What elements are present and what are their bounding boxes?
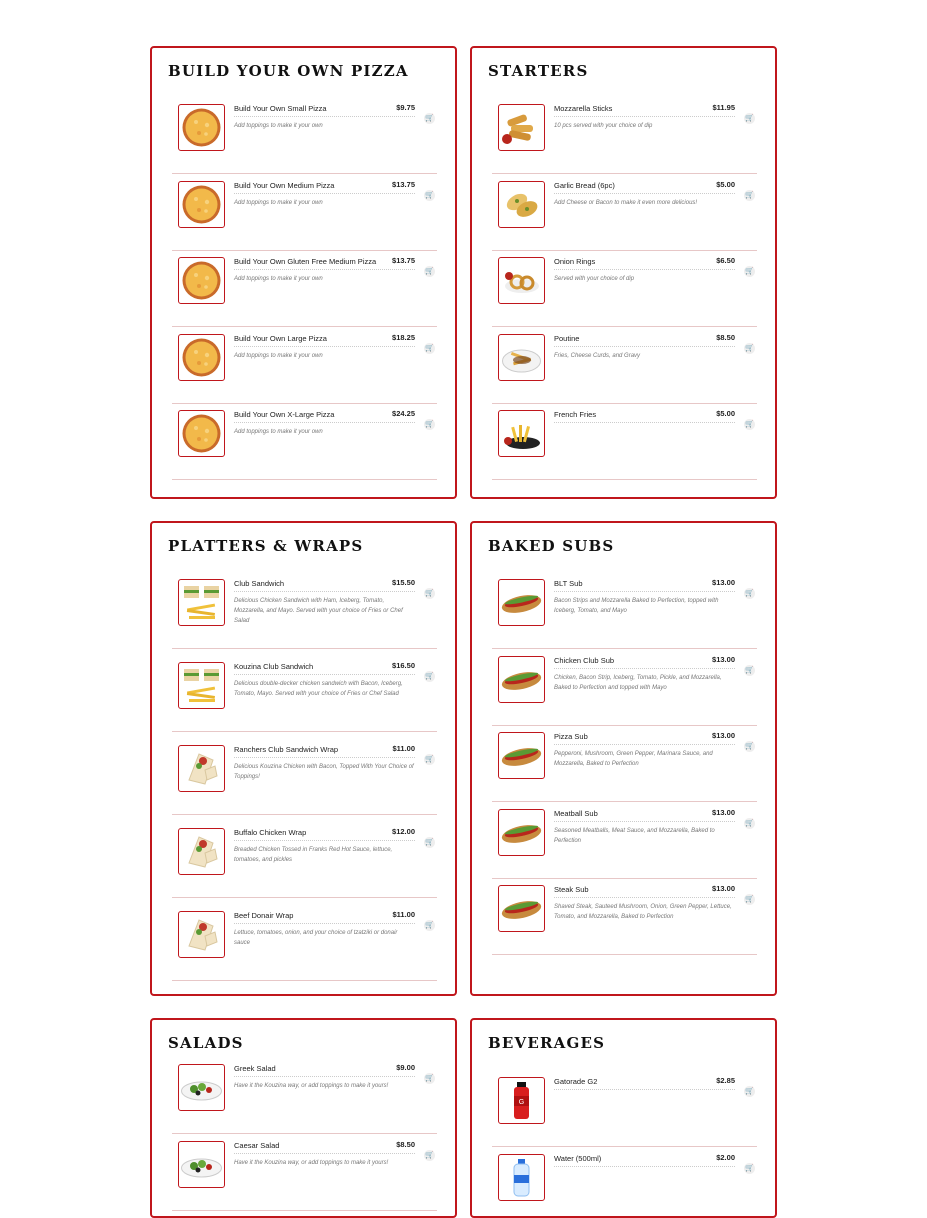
item-name: Club Sandwich — [234, 579, 285, 588]
menu-item-build-your-own-gluten-free-medium-pizza[interactable] — [172, 255, 437, 315]
cart-icon[interactable]: 🛒 — [425, 590, 434, 597]
wrap-icon — [178, 828, 225, 875]
row-divider — [492, 648, 757, 649]
divider — [234, 1076, 415, 1077]
row-divider — [172, 326, 437, 327]
divider — [554, 821, 735, 822]
section-starters — [470, 46, 777, 499]
item-price: $5.00 — [716, 179, 735, 189]
fries-icon — [498, 410, 545, 457]
cart-icon[interactable]: 🛒 — [745, 1088, 754, 1095]
section-baked-subs — [470, 521, 777, 996]
item-price: $11.00 — [392, 744, 415, 753]
section-title: BUILD YOUR OWN PIZZA — [168, 62, 409, 80]
row-divider — [492, 878, 757, 879]
onion-rings-icon — [498, 257, 545, 304]
item-description: Bacon Strips and Mozzarella Baked to Perfection, topped with Iceberg, Tomato, and Mayo — [554, 598, 719, 614]
menu-item-gatorade-g2[interactable] — [492, 1075, 757, 1135]
divider — [554, 897, 735, 898]
garlic-bread-icon — [498, 181, 545, 228]
row-divider — [492, 326, 757, 327]
item-description: Seasoned Meatballs, Meat Sauce, and Mozzarella, Baked to Perfection — [554, 827, 715, 844]
menu-item-blt-sub[interactable] — [492, 577, 757, 637]
divider — [554, 269, 735, 270]
item-price: $13.75 — [392, 256, 415, 265]
menu-item-french-fries[interactable] — [492, 408, 757, 468]
row-divider — [492, 725, 757, 726]
item-price: $15.50 — [392, 578, 415, 587]
pizza-icon — [178, 410, 225, 457]
menu-item-steak-sub[interactable] — [492, 883, 757, 943]
menu-item-chicken-club-sub[interactable] — [492, 654, 757, 714]
item-description: Fries, Cheese Curds, and Gravy — [554, 352, 641, 359]
item-price: $24.25 — [392, 409, 415, 418]
item-name: Beef Donair Wrap — [234, 911, 294, 920]
divider — [234, 757, 415, 758]
divider — [234, 840, 415, 841]
cart-icon[interactable]: 🛒 — [745, 421, 754, 428]
cart-icon[interactable]: 🛒 — [425, 1075, 434, 1082]
item-price: $5.00 — [716, 409, 735, 418]
salad-icon — [178, 1064, 225, 1111]
item-name: Build Your Own Small Pizza — [234, 104, 327, 113]
cart-icon[interactable]: 🛒 — [425, 191, 434, 199]
item-name: Onion Rings — [554, 257, 596, 266]
item-price: $16.50 — [392, 661, 415, 670]
cart-icon[interactable]: 🛒 — [425, 268, 434, 275]
cart-icon[interactable]: 🛒 — [745, 1164, 754, 1172]
row-divider — [172, 1133, 437, 1134]
sub-icon — [498, 809, 545, 856]
item-name: Chicken Club Sub — [554, 655, 615, 665]
pizza-icon — [178, 334, 225, 381]
menu-item-kouzina-club-sandwich[interactable] — [172, 660, 437, 720]
cart-icon[interactable]: 🛒 — [745, 344, 754, 352]
item-name: Build Your Own Medium Pizza — [234, 180, 335, 190]
item-price: $13.00 — [712, 578, 735, 587]
item-name: Build Your Own X-Large Pizza — [234, 410, 335, 419]
item-price: $8.50 — [716, 332, 735, 342]
row-divider — [172, 897, 437, 898]
item-price: $18.25 — [392, 332, 415, 342]
wrap-icon — [178, 911, 225, 958]
sub-icon — [498, 885, 545, 932]
cart-icon[interactable]: 🛒 — [425, 1151, 434, 1159]
item-name: Garlic Bread (6pc) — [554, 180, 615, 190]
row-divider — [492, 479, 757, 480]
cart-icon[interactable]: 🛒 — [745, 896, 754, 903]
item-price: $12.00 — [392, 827, 415, 836]
item-name: BLT Sub — [554, 579, 583, 588]
row-divider — [492, 173, 757, 174]
menu-item-ranchers-club-sandwich-wrap[interactable] — [172, 743, 437, 803]
item-name: Caesar Salad — [234, 1140, 280, 1150]
divider — [554, 422, 735, 423]
divider — [554, 744, 735, 745]
cart-icon[interactable]: 🛒 — [425, 421, 434, 428]
row-divider — [492, 403, 757, 404]
item-price: $13.00 — [712, 654, 735, 664]
sub-icon — [498, 579, 545, 626]
row-divider — [172, 731, 437, 732]
item-price: $2.85 — [716, 1076, 735, 1085]
item-price: $13.75 — [392, 179, 415, 189]
cart-icon[interactable]: 🛒 — [745, 590, 754, 597]
item-name: Kouzina Club Sandwich — [234, 662, 314, 671]
item-name: Pizza Sub — [554, 732, 588, 741]
item-name: Mozzarella Sticks — [554, 104, 613, 113]
row-divider — [172, 648, 437, 649]
row-divider — [172, 173, 437, 174]
divider — [554, 1166, 735, 1167]
pizza-icon — [178, 181, 225, 228]
cart-icon[interactable]: 🛒 — [425, 839, 434, 846]
cart-icon[interactable]: 🛒 — [425, 922, 434, 929]
item-description: Add Cheese or Bacon to make it even more delicious! — [554, 199, 698, 206]
menu-item-pizza-sub[interactable] — [492, 730, 757, 790]
divider — [234, 346, 415, 347]
cart-icon[interactable]: 🛒 — [425, 115, 434, 122]
item-name: French Fries — [554, 410, 597, 419]
row-divider — [492, 1146, 757, 1147]
item-name: Build Your Own Large Pizza — [234, 333, 327, 343]
wrap-icon — [178, 745, 225, 792]
item-price: $2.00 — [716, 1152, 735, 1162]
water-bottle-icon — [498, 1154, 545, 1201]
item-name: Water (500ml) — [554, 1153, 602, 1163]
cart-icon[interactable]: 🛒 — [745, 743, 754, 750]
item-price: $9.75 — [396, 103, 415, 112]
item-price: $8.50 — [396, 1139, 415, 1149]
pizza-icon — [178, 257, 225, 304]
item-description: Lettuce, tomatoes, onion, and your choice of tzatziki or donair sauce — [234, 930, 398, 946]
divider — [234, 1153, 415, 1154]
menu-item-garlic-bread-6pc[interactable] — [492, 179, 757, 239]
item-description: Add toppings to make it your own — [234, 352, 323, 359]
item-name: Buffalo Chicken Wrap — [234, 828, 307, 837]
menu-item-poutine[interactable] — [492, 332, 757, 392]
item-description: Delicious Chicken Sandwich with Ham, Iceberg, Tomato, Mozzarella, and Mayo. Served with your choice of Fries or Chef Salad — [234, 598, 403, 624]
item-description: Add toppings to make it your own — [234, 429, 323, 435]
sandwich-icon — [178, 579, 225, 626]
item-price: $6.50 — [716, 256, 735, 265]
cart-icon[interactable]: 🛒 — [745, 268, 754, 275]
menu-item-build-your-own-x-large-pizza[interactable] — [172, 408, 437, 468]
menu-item-build-your-own-medium-pizza[interactable] — [172, 179, 437, 239]
row-divider — [492, 250, 757, 251]
item-description: Served with your choice of dip — [554, 276, 635, 282]
row-divider — [492, 801, 757, 802]
divider — [234, 591, 415, 592]
row-divider — [172, 403, 437, 404]
divider — [234, 269, 415, 270]
divider — [554, 193, 735, 194]
item-price: $13.00 — [712, 807, 735, 817]
cart-icon[interactable]: 🛒 — [745, 819, 754, 827]
gatorade-bottle-icon — [498, 1077, 545, 1124]
row-divider — [172, 1210, 437, 1211]
item-name: Greek Salad — [234, 1064, 276, 1073]
item-price: $11.95 — [712, 103, 735, 112]
cart-icon[interactable]: 🛒 — [745, 666, 754, 674]
item-description: Breaded Chicken Tossed in Franks Red Hot Sauce, lettuce, tomatoes, and pickles — [234, 847, 393, 863]
divider — [234, 422, 415, 423]
divider — [234, 923, 415, 924]
item-name: Build Your Own Gluten Free Medium Pizza — [234, 257, 377, 266]
section-title: BAKED SUBS — [488, 537, 615, 555]
row-divider — [172, 479, 437, 480]
section-title: PLATTERS & WRAPS — [168, 537, 364, 555]
cart-icon[interactable]: 🛒 — [425, 756, 434, 763]
item-description: 10 pcs served with your choice of dip — [554, 123, 653, 129]
divider — [554, 668, 735, 669]
sandwich-icon — [178, 662, 225, 709]
divider — [234, 193, 415, 194]
menu-item-meatball-sub[interactable] — [492, 807, 757, 867]
sub-icon — [498, 656, 545, 703]
item-name: Ranchers Club Sandwich Wrap — [234, 745, 339, 754]
menu-item-build-your-own-large-pizza[interactable] — [172, 332, 437, 392]
pizza-icon — [178, 104, 225, 151]
menu-item-onion-rings[interactable] — [492, 255, 757, 315]
poutine-icon — [498, 334, 545, 381]
item-price: $11.00 — [392, 910, 415, 919]
divider — [554, 1089, 735, 1090]
cart-icon[interactable]: 🛒 — [745, 115, 754, 122]
sub-icon — [498, 732, 545, 779]
row-divider — [172, 814, 437, 815]
item-description: Pepperoni, Mushroom, Green Pepper, Marinara Sauce, and Mozzarella, Baked to Perfection — [554, 751, 713, 767]
divider — [234, 116, 415, 117]
section-build-your-own-pizza — [150, 46, 457, 499]
cart-icon[interactable]: 🛒 — [745, 191, 754, 199]
item-description: Shaved Steak, Sauteed Mushroom, Onion, Green Pepper, Lettuce, Tomato, and Mozzarella, Baked to Perfection — [554, 904, 732, 920]
item-description: Delicious Kouzina Chicken with Bacon, Topped With Your Choice of Toppings! — [234, 764, 414, 780]
item-price: $9.00 — [396, 1063, 415, 1072]
item-description: Delicious double-decker chicken sandwich with Bacon, Iceberg, Tomato, Mayo. Served with your choice of Fries or Chef Salad — [234, 681, 403, 697]
menu-item-build-your-own-small-pizza[interactable] — [172, 102, 437, 162]
item-description: Add toppings to make it your own — [234, 276, 323, 282]
menu-item-mozzarella-sticks[interactable] — [492, 102, 757, 162]
item-description: Have it the Kouzina way, or add toppings to make it yours! — [234, 1159, 389, 1166]
row-divider — [172, 250, 437, 251]
row-divider — [172, 980, 437, 981]
section-title: SALADS — [168, 1034, 244, 1052]
item-price: $13.00 — [712, 731, 735, 740]
item-description: Add toppings to make it your own — [234, 199, 323, 206]
menu-item-beef-donair-wrap[interactable] — [172, 909, 437, 969]
item-description: Chicken, Bacon Strip, Iceberg, Tomato, Pickle, and Mozzarella, Baked to Perfection and topped with Mayo — [554, 674, 722, 691]
divider — [554, 591, 735, 592]
menu-item-greek-salad[interactable] — [172, 1062, 437, 1122]
menu-item-club-sandwich[interactable] — [172, 577, 437, 637]
row-divider — [492, 954, 757, 955]
item-description: Add toppings to make it your own — [234, 123, 323, 129]
section-title: STARTERS — [488, 62, 589, 80]
item-description: Have it the Kouzina way, or add toppings to make it yours! — [234, 1083, 389, 1089]
cart-icon[interactable]: 🛒 — [425, 344, 434, 352]
menu-item-water-500ml[interactable] — [492, 1152, 757, 1212]
divider — [554, 116, 735, 117]
item-name: Meatball Sub — [554, 808, 598, 818]
menu-item-buffalo-chicken-wrap[interactable] — [172, 826, 437, 886]
section-salads — [150, 1018, 457, 1218]
mozzarella-sticks-icon — [498, 104, 545, 151]
section-beverages — [470, 1018, 777, 1218]
divider — [554, 346, 735, 347]
item-name: Poutine — [554, 333, 580, 343]
item-name: Steak Sub — [554, 885, 589, 894]
menu-item-caesar-salad[interactable] — [172, 1139, 437, 1199]
item-price: $13.00 — [712, 884, 735, 893]
cart-icon[interactable]: 🛒 — [425, 673, 434, 680]
svg-text:G: G — [518, 1099, 525, 1106]
item-name: Gatorade G2 — [554, 1077, 598, 1086]
divider — [234, 674, 415, 675]
section-title: BEVERAGES — [488, 1034, 606, 1052]
section-platters-wraps — [150, 521, 457, 996]
salad-icon — [178, 1141, 225, 1188]
